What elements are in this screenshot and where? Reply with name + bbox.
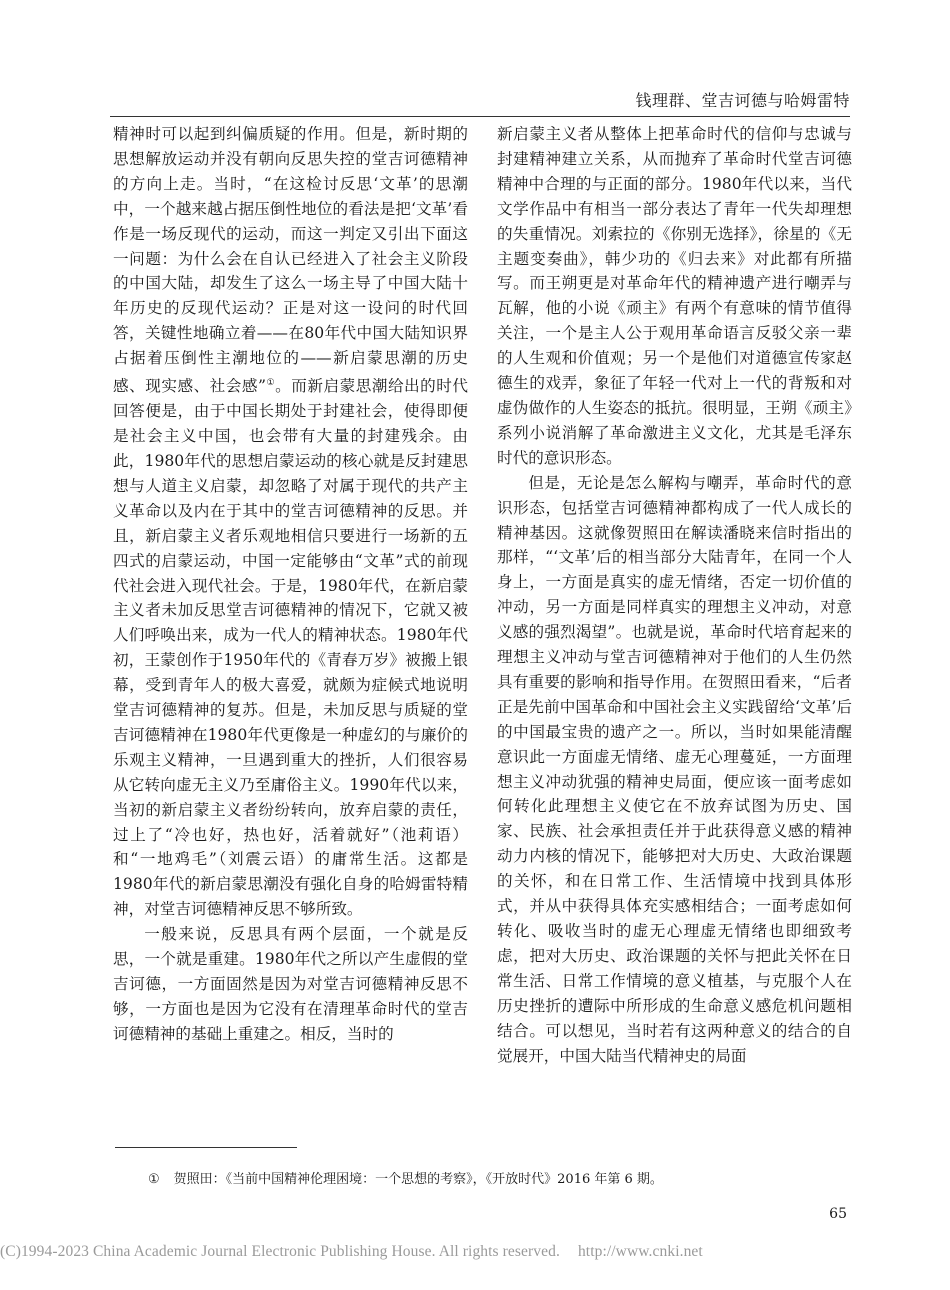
running-title: 钱理群、堂吉诃德与哈姆雷特 (635, 91, 850, 110)
body-paragraph: 新启蒙主义者从整体上把革命时代的信仰与忠诚与封建精神建立关系，从而抛弃了革命时代堂吉诃德精神中合理的与正面的部分。1980年代以来，当代文学作品中有相当一部分表达了青年一代失却理想的失重情况。刘索拉的《你别无选择》，徐星的《无主题变奏曲》，韩少功的《归去来》对此都有所描写。而王朔更是对革命年代的精神遗产进行嘲弄与瓦解，他的小说《顽主》有两个有意味的情节值得关注，一个是主人公于观用革命语言反驳父亲一辈的人生观和价值观；另一个是他们对道德宣传家赵德生的戏弄，象征了年轻一代对上一代的背叛和对虚伪做作的人生姿态的抵抗。很明显，王朔《顽主》系列小说消解了革命激进主义文化，尤其是毛泽东时代的意识形态。 (497, 125, 852, 467)
left-column (113, 122, 468, 1047)
footnote-reference[interactable]: ① (266, 378, 276, 389)
body-paragraph: 一般来说，反思具有两个层面，一个就是反思，一个就是重建。1980年代之所以产生虚假的堂吉诃德，一方面固然是因为对堂吉诃德精神反思不够，一方面也是因为它没有在清理革命时代的堂吉诃德精神的基础上重建之。相反，当时的 (113, 925, 468, 1043)
footnote-text: 贺照田：《当前中国精神伦理困境：一个思想的考察》，《开放时代》2016 年第 6 期。 (173, 1172, 663, 1187)
body-paragraph: 但是，无论是怎么解构与嘲弄，革命时代的意识形态，包括堂吉诃德精神都构成了一代人成长的精神基因。这就像贺照田在解读潘晓来信时指出的那样，“‘文革’后的相当部分大陆青年，在同一个人身上，一方面是真实的虚无情绪，否定一切价值的冲动，另一方面是同样真实的理想主义冲动，对意义感的强烈渴望”。也就是说，革命时代培育起来的理想主义冲动与堂吉诃德精神对于他们的人生仍然具有重要的影响和指导作用。在贺照田看来，“后者正是先前中国革命和中国社会主义实践留给‘文革’后的中国最宝贵的遗产之一。所以，当时如果能清醒意识此一方面虚无情绪、虚无心理蔓延，一方面理想主义冲动犹强的精神史局面，便应该一面考虑如何转化此理想主义使它在不放弃试图为历史、国家、民族、社会承担责任并于此获得意义感的精神动力内核的情况下，能够把对大历史、大政治课题的关怀，和在日常工作、生活情境中找到具体形式，并从中获得具体充实感相结合；一面考虑如何转化、吸收当时的虚无心理虚无情绪也即细致考虑，把对大历史、政治课题的关怀与把此关怀在日常生活、日常工作情境的意义植基，与克服个人在历史挫折的遭际中所形成的生命意义感危机问题相结合。可以想见，当时若有这两种意义的结合的自觉展开，中国大陆当代精神史的局面 (497, 473, 852, 1065)
right-column (497, 122, 852, 1068)
footnote-marker: ① (148, 1172, 160, 1187)
paragraph-text: 。而新启蒙思潮给出的时代回答便是，由于中国长期处于封建社会，使得即便是社会主义中国，也会带有大量的封建残余。由此，1980年代的思想启蒙运动的核心就是反封建思想与人道主义启蒙，却忽略了对属于现代的共产主义革命以及内在于其中的堂吉诃德精神的反思。并且，新启蒙主义者乐观地相信只要进行一场新的五四式的启蒙运动，中国一定能够由“文革”式的前现代社会进入现代社会。于是，1980年代，在新启蒙主义者未加反思堂吉诃德精神的情况下，它就又被人们呼唤出来，成为一代人的精神状态。1980年代初，王蒙创作于1950年代的《青春万岁》被搬上银幕，受到青年人的极大喜爱，就颇为症候式地说明堂吉诃德精神的复苏。但是，未加反思与质疑的堂吉诃德精神在1980年代更像是一种虚幻的与廉价的乐观主义精神，一旦遇到重大的挫折，人们很容易从它转向虚无主义乃至庸俗主义。1990年代以来，当初的新启蒙主义者纷纷转向，放弃启蒙的责任，过上了“冷也好，热也好，活着就好”（池莉语）和“一地鸡毛”（刘震云语）的庸常生活。这都是1980年代的新启蒙思潮没有强化自身的哈姆雷特精神，对堂吉诃德精神反思不够所致。 (113, 377, 468, 919)
body-paragraph (113, 122, 468, 922)
copyright-url[interactable]: http://www.cnki.net (577, 1243, 703, 1260)
footnote (148, 1168, 848, 1187)
paragraph-text: 精神时可以起到纠偏质疑的作用。但是，新时期的思想解放运动并没有朝向反思失控的堂吉诃德精神的方向上走。当时，“在这检讨反思‘文革’的思潮中，一个越来越占据压倒性地位的看法是把‘文革’看作是一场反现代的运动，而这一判定又引出下面这一问题：为什么会在自认已经进入了社会主义阶段的中国大陆，却发生了这么一场主导了中国大陆十年历史的反现代运动？正是对这一设问的时代回答，关键性地确立着——在80年代中国大陆知识界占据着压倒性主潮地位的——新启蒙思潮的历史感、现实感、社会感” (113, 125, 468, 396)
copyright-watermark (0, 1243, 950, 1261)
copyright-notice: (C)1994-2023 China Academic Journal Electronic Publishing House. All rights reserved. (0, 1243, 560, 1260)
footnote-divider (115, 1147, 297, 1148)
running-header (110, 82, 850, 117)
page-number: 65 (829, 1206, 847, 1222)
